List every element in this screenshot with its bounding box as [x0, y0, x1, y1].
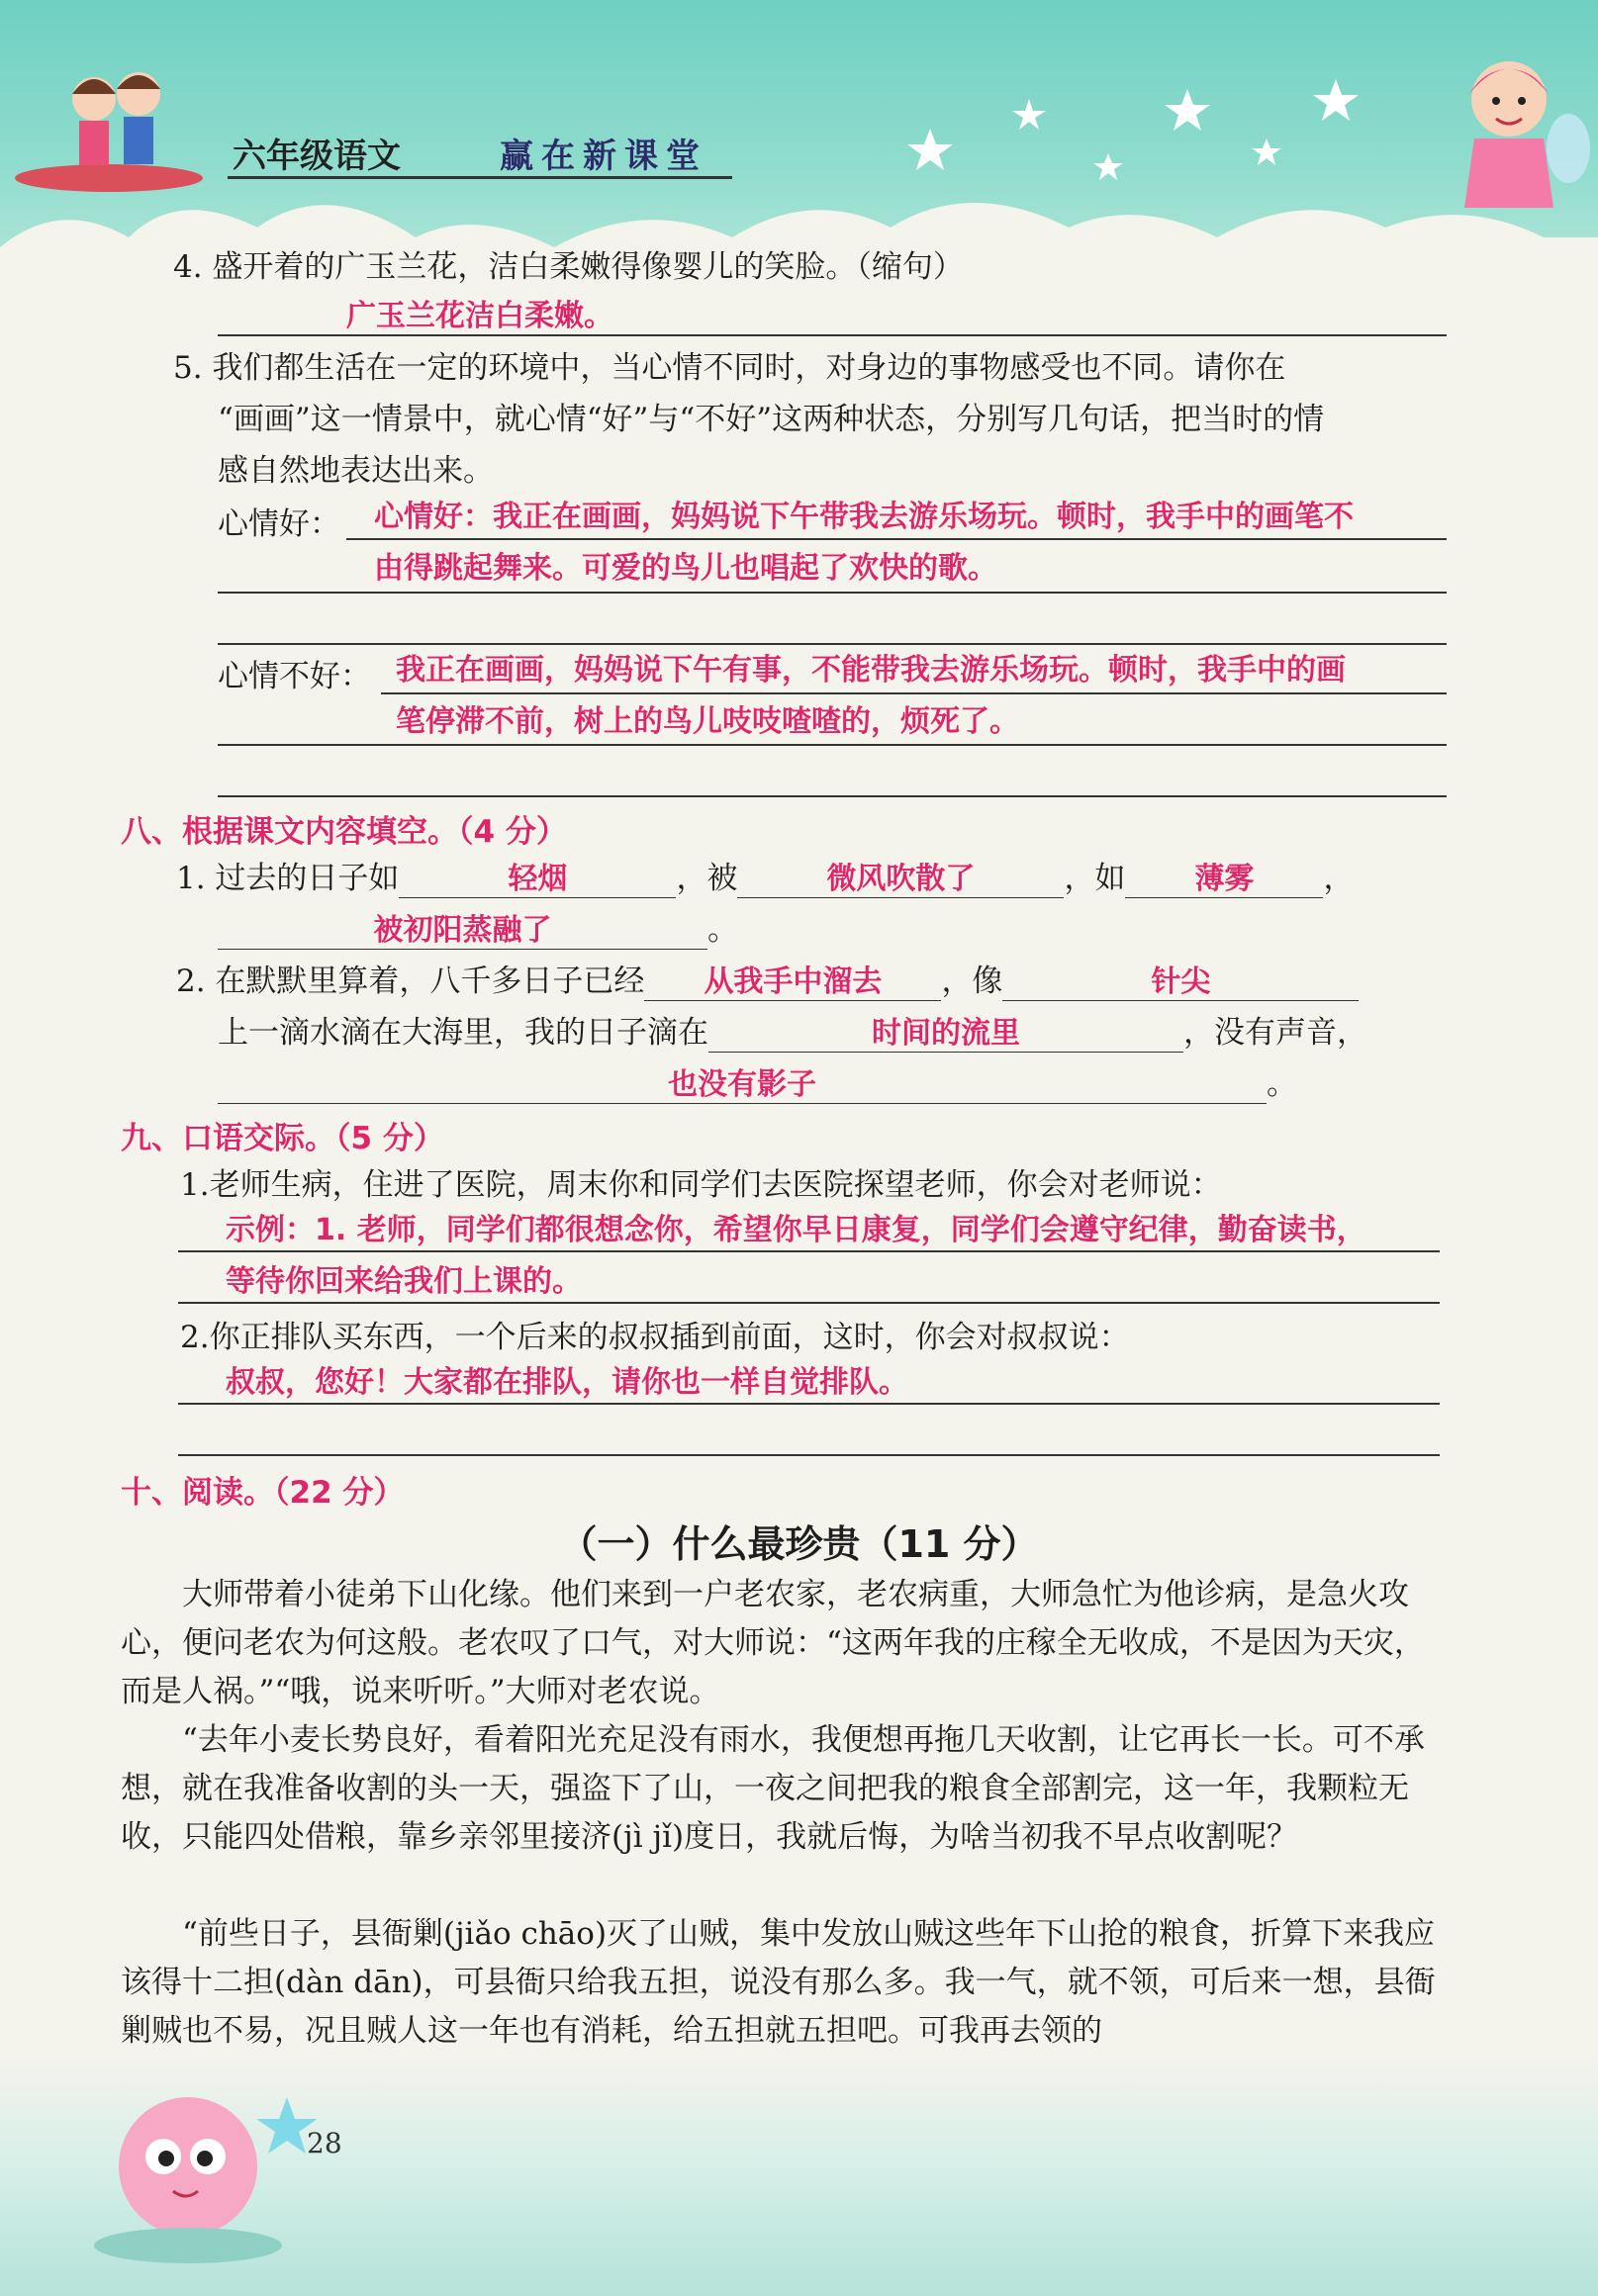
q5-line1: 5. 我们都生活在一定的环境中，当心情不同时，对身边的事物感受也不同。请你在	[173, 350, 1286, 386]
s8-q1-blank3: 薄雾	[1125, 860, 1323, 898]
header-subtitle: 赢在新课堂	[500, 137, 707, 176]
q5-good-answer-2: 由得跳起舞来。可爱的鸟儿也唱起了欢快的歌。	[374, 551, 997, 586]
fairy-illustration	[1425, 40, 1593, 228]
passage-paragraph-1: 大师带着小徒弟下山化缘。他们来到一户老农家，老农病重，大师急忙为他诊病，是急火攻心，便问老农为何这般。老农叹了口气，对大师说：“这两年我的庄稼全无收成，不是因为天灾，而是人祸。”“哦，说来听听。”大师对老农说。	[121, 1577, 1425, 1709]
section9-title: 九、口语交际。（5 分）	[121, 1121, 444, 1156]
stars-decoration	[871, 59, 1385, 208]
q5-good-label: 心情好：	[218, 506, 340, 542]
answer-line	[178, 1454, 1440, 1456]
answer-line	[381, 692, 1447, 694]
q5-good-answer-1: 心情好：我正在画画，妈妈说下午带我去游乐场玩。顿时，我手中的画笔不	[374, 500, 1354, 534]
s8-q1-blank4: 被初阳蒸融了	[218, 911, 707, 950]
s8-q2-f: 。	[1267, 1066, 1297, 1102]
s8-q2-line3	[218, 1064, 1297, 1104]
answer-line	[218, 643, 1447, 645]
answer-line	[218, 795, 1447, 797]
s8-q1-c: ，被	[676, 861, 738, 896]
s8-q1-a: 1. 过去的日子如	[176, 861, 400, 896]
s8-q2-a: 2. 在默默里算着，八千多日子已经	[176, 964, 645, 999]
q5-bad-label: 心情不好：	[218, 659, 371, 694]
answer-line	[218, 592, 1447, 594]
s8-q1-e: ，	[1323, 861, 1355, 896]
passage-title: （一）什么最珍贵（11 分）	[559, 1522, 1039, 1566]
header-underline	[228, 176, 732, 179]
s8-q2-blank2: 针尖	[1002, 963, 1359, 1001]
q4-text: 4. 盛开着的广玉兰花，洁白柔嫩得像婴儿的笑脸。（缩句）	[173, 249, 964, 285]
s8-q2-e: ，没有声音，	[1183, 1015, 1367, 1051]
s8-q2-line1	[176, 962, 1359, 1001]
q5-line2: “画画”这一情景中，就心情“好”与“不好”这两种状态，分别写几句话，把当时的情	[218, 402, 1325, 437]
q5-bad-answer-1: 我正在画画，妈妈说下午有事，不能带我去游乐场玩。顿时，我手中的画	[396, 653, 1346, 688]
s9-a1-line1: 示例：1. 老师，同学们都很想念你，希望你早日康复，同学们会遵守纪律，勤奋读书，	[226, 1213, 1366, 1247]
s8-q2-blank4: 也没有影子	[218, 1065, 1267, 1104]
children-illustration	[10, 40, 208, 208]
s8-q1-blank2: 微风吹散了	[737, 860, 1064, 898]
s8-q1-f: 。	[707, 912, 738, 948]
passage-paragraph-2: “去年小麦长势良好，看着阳光充足没有雨水，我便想再拖几天收割，让它再长一长。可不承想，就在我准备收割的头一天，强盗下了山，一夜之间把我的粮食全部割完，这一年，我颗粒无收，只能四处借粮，靠乡亲邻里接济(jì jǐ)度日，我就后悔，为啥当初我不早点收割呢？	[121, 1722, 1425, 1855]
q5-bad-answer-2: 笔停滞不前，树上的鸟儿吱吱喳喳的，烦死了。	[396, 704, 1019, 739]
s8-q1-blank1: 轻烟	[399, 860, 676, 898]
s8-q2-line2	[218, 1013, 1367, 1053]
answer-line	[346, 538, 1447, 540]
s8-q2-d: 上一滴水滴在大海里，我的日子滴在	[218, 1015, 708, 1051]
answer-line	[178, 1403, 1440, 1405]
s9-a2: 叔叔，您好！大家都在排队，请你也一样自觉排队。	[226, 1365, 908, 1400]
q4-answer: 广玉兰花洁白柔嫩。	[346, 299, 613, 333]
q4-answer-line	[218, 334, 1447, 336]
section8-title: 八、根据课文内容填空。（4 分）	[121, 814, 567, 850]
header-title: 六年级语文	[233, 137, 401, 176]
q5-line3: 感自然地表达出来。	[218, 453, 494, 489]
answer-line	[178, 1250, 1440, 1252]
s8-q1-line1	[176, 859, 1354, 898]
snail-mascot-illustration	[79, 2077, 317, 2275]
page-number: 28	[307, 2127, 342, 2159]
s8-q2-c: ，像	[941, 964, 1003, 999]
answer-line	[218, 744, 1447, 746]
s8-q2-blank3: 时间的流里	[708, 1014, 1183, 1053]
s9-a1-line2: 等待你回来给我们上课的。	[226, 1264, 582, 1299]
answer-line	[178, 1302, 1440, 1304]
s9-q2: 2.你正排队买东西，一个后来的叔叔插到前面，这时，你会对叔叔说：	[180, 1320, 1130, 1355]
s8-q1-d: ，如	[1064, 861, 1126, 896]
s8-q2-blank1: 从我手中溜去	[644, 963, 941, 1001]
passage-paragraph-3: “前些日子，县衙剿(jiǎo chāo)灭了山贼，集中发放山贼这些年下山抢的粮食，折算下来我应该得十二担(dàn dān)，可县衙只给我五担，说没有那么多。我一气，就不领，可后来一想，县衙剿贼也不易，况且贼人这一年也有消耗，给五担就五担吧。可我再去领的	[121, 1916, 1436, 2049]
section10-title: 十、阅读。（22 分）	[121, 1475, 405, 1511]
s8-q1-line2	[218, 910, 738, 950]
s9-q1: 1.老师生病，住进了医院，周末你和同学们去医院探望老师，你会对老师说：	[180, 1167, 1222, 1203]
